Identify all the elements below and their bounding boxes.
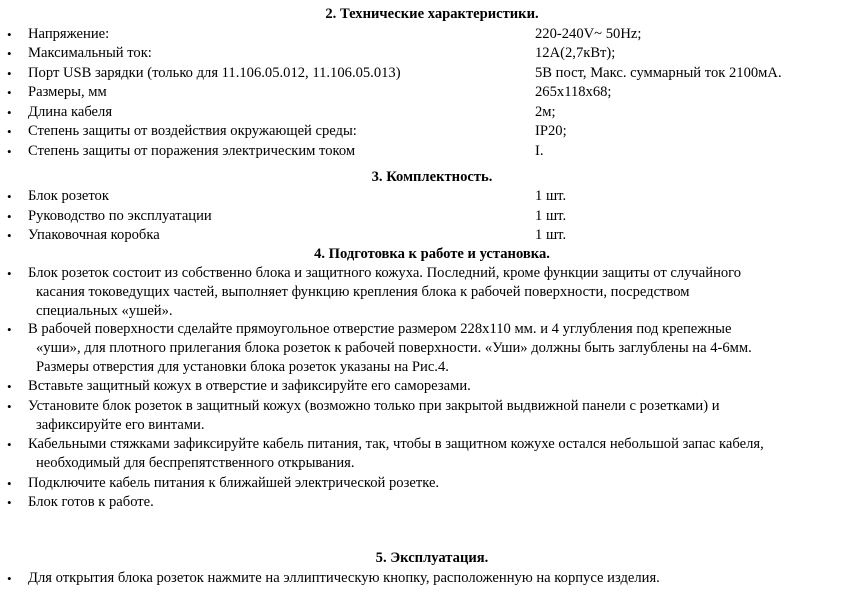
spec-label: Степень защиты от воздействия окружающей среды: bbox=[28, 123, 357, 139]
spec-value: 220-240V~ 50Hz; bbox=[535, 26, 642, 42]
spec-label: Напряжение: bbox=[28, 26, 110, 42]
paragraph-line: Размеры отверстия для установки блока розеток указаны на Рис.4. bbox=[36, 359, 449, 375]
section-2-title: 2. Технические характеристики. bbox=[325, 6, 539, 22]
spec-row bbox=[0, 25, 864, 44]
bullet-icon: • bbox=[7, 571, 12, 586]
paragraph-line: Установите блок розеток в защитный кожух (возможно только при закрытой выдвижной панели с розетками) и bbox=[28, 398, 720, 414]
spec-value: 2м; bbox=[535, 104, 556, 120]
bullet-icon: • bbox=[7, 144, 12, 159]
bullet-icon: • bbox=[7, 209, 12, 224]
bullet-icon: • bbox=[7, 27, 12, 42]
bullet-icon: • bbox=[7, 476, 12, 491]
bullet-icon: • bbox=[7, 66, 12, 81]
bullet-icon: • bbox=[7, 399, 12, 414]
paragraph-text bbox=[28, 474, 858, 493]
paragraph-line: специальных «ушей». bbox=[36, 303, 173, 319]
paragraph-line: необходимый для беспрепятственного открывания. bbox=[36, 455, 355, 471]
bullet-icon: • bbox=[7, 124, 12, 139]
bullet-icon: • bbox=[7, 189, 12, 204]
paragraph-text bbox=[28, 435, 858, 473]
kit-value: 1 шт. bbox=[535, 227, 567, 243]
spec-row bbox=[0, 64, 864, 83]
kit-value: 1 шт. bbox=[535, 188, 567, 204]
spec-value: 5В пост, Макс. суммарный ток 2100мА. bbox=[535, 65, 782, 81]
spec-value: I. bbox=[535, 143, 544, 159]
kit-label: Упаковочная коробка bbox=[28, 227, 160, 243]
paragraph-text bbox=[28, 397, 858, 435]
paragraph-line: Блок готов к работе. bbox=[28, 494, 154, 510]
spec-row bbox=[0, 83, 864, 102]
kit-value: 1 шт. bbox=[535, 208, 567, 224]
spec-row bbox=[0, 103, 864, 122]
bullet-icon: • bbox=[7, 105, 12, 120]
paragraph-line: Кабельными стяжками зафиксируйте кабель питания, так, чтобы в защитном кожухе остался небольшой запас кабеля, bbox=[28, 436, 764, 452]
spec-label: Размеры, мм bbox=[28, 84, 107, 100]
paragraph-line: Вставьте защитный кожух в отверстие и зафиксируйте его саморезами. bbox=[28, 378, 471, 394]
paragraph-line: Подключите кабель питания к ближайшей электрической розетке. bbox=[28, 475, 440, 491]
kit-row bbox=[0, 226, 864, 245]
paragraph-line: В рабочей поверхности сделайте прямоугольное отверстие размером 228x110 мм. и 4 углубления под крепежные bbox=[28, 321, 732, 337]
bullet-icon: • bbox=[7, 322, 12, 337]
spec-label: Длина кабеля bbox=[28, 104, 113, 120]
paragraph-text bbox=[28, 377, 858, 396]
paragraph-line: касания токоведущих частей, выполняет функцию крепления блока к рабочей поверхности, посредством bbox=[36, 284, 690, 300]
bullet-icon: • bbox=[7, 85, 12, 100]
bullet-icon: • bbox=[7, 495, 12, 510]
paragraph-text bbox=[28, 264, 858, 321]
spec-label: Максимальный ток: bbox=[28, 45, 152, 61]
kit-row bbox=[0, 187, 864, 206]
section-3-title: 3. Комплектность. bbox=[371, 169, 493, 185]
bullet-icon: • bbox=[7, 46, 12, 61]
section-4-title: 4. Подготовка к работе и установка. bbox=[314, 246, 550, 262]
bullet-icon: • bbox=[7, 228, 12, 243]
paragraph-text bbox=[28, 569, 858, 588]
paragraph-line: «уши», для плотного прилегания блока розеток к рабочей поверхности. «Уши» должны быть заглублены на 4-6мм. bbox=[36, 340, 752, 356]
bullet-icon: • bbox=[7, 266, 12, 281]
paragraph-text bbox=[28, 320, 858, 377]
kit-label: Руководство по эксплуатации bbox=[28, 208, 212, 224]
bullet-icon: • bbox=[7, 379, 12, 394]
spec-value: IP20; bbox=[535, 123, 567, 139]
spec-value: 265x118x68; bbox=[535, 84, 612, 100]
spec-row bbox=[0, 44, 864, 63]
spec-row bbox=[0, 142, 864, 161]
paragraph-line: Для открытия блока розеток нажмите на эллиптическую кнопку, расположенную на корпусе изделия. bbox=[28, 570, 660, 586]
paragraph-line: Блок розеток состоит из собственно блока и защитного кожуха. Последний, кроме функции защиты от случайного bbox=[28, 265, 742, 281]
paragraph-line: зафиксируйте его винтами. bbox=[36, 417, 205, 433]
kit-row bbox=[0, 207, 864, 226]
bullet-icon: • bbox=[7, 437, 12, 452]
section-5-title: 5. Эксплуатация. bbox=[375, 550, 489, 566]
spec-label: Порт USB зарядки (только для 11.106.05.012, 11.106.05.013) bbox=[28, 65, 401, 81]
spec-value: 12А(2,7кВт); bbox=[535, 45, 616, 61]
spec-label: Степень защиты от поражения электрическим током bbox=[28, 143, 356, 159]
kit-label: Блок розеток bbox=[28, 188, 109, 204]
paragraph-text bbox=[28, 493, 858, 512]
spec-row bbox=[0, 122, 864, 141]
